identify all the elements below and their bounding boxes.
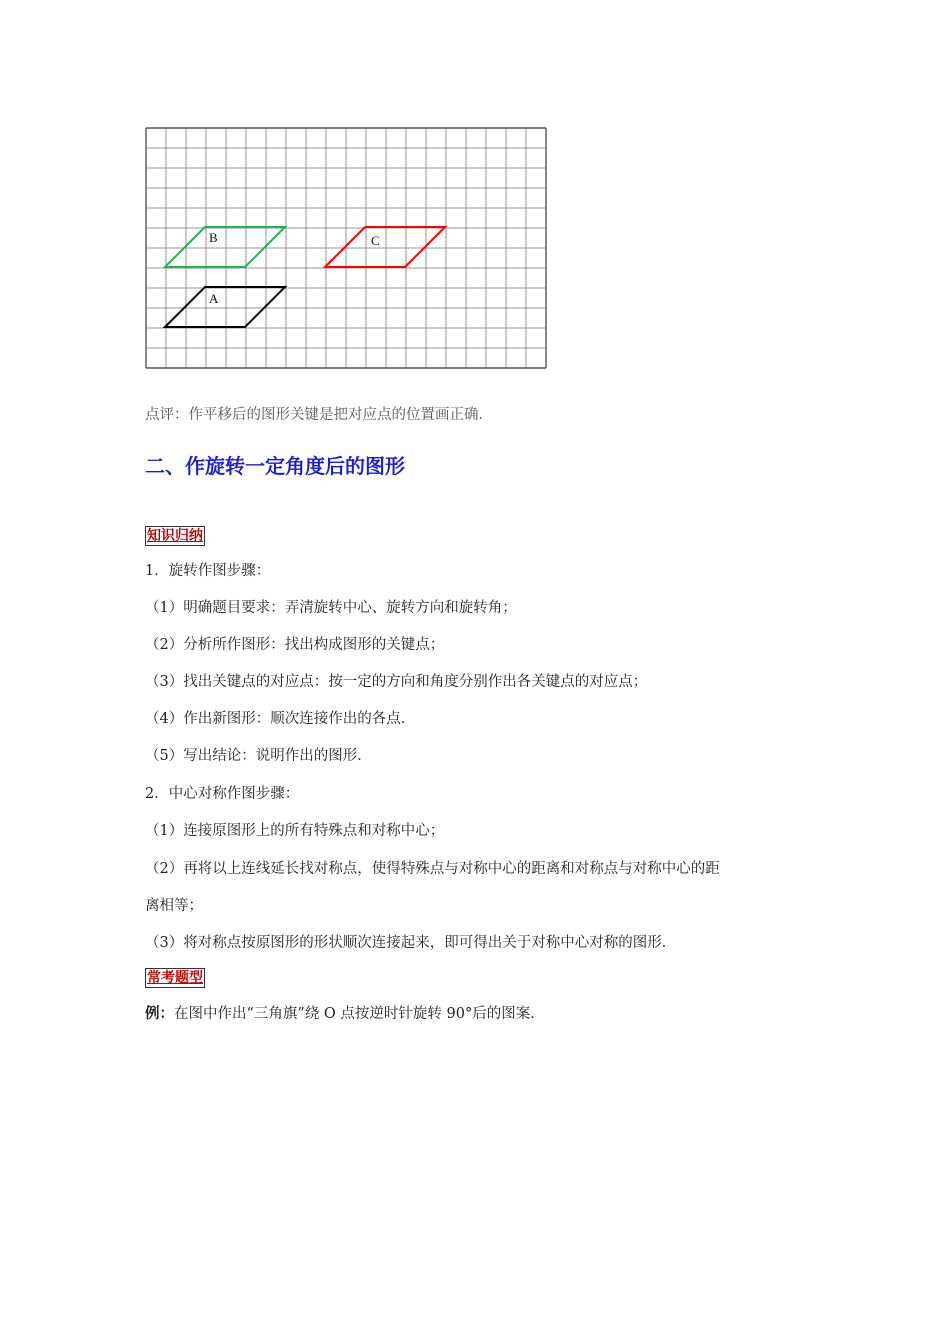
- example-text: 在图中作出“三角旗”绕 O 点按逆时针旋转 90°后的图案．: [174, 1006, 545, 1022]
- symmetry-step-1: （1）连接原图形上的所有特殊点和对称中心；: [145, 823, 445, 839]
- parallelogram-c: [325, 227, 445, 267]
- rotation-step-3: （3）找出关键点的对应点：按一定的方向和角度分别作出各关键点的对应点；: [145, 674, 648, 690]
- tag-common: 常考题型: [147, 970, 203, 986]
- parallelogram-a: [165, 287, 285, 327]
- steps-symmetry-title: 2．中心对称作图步骤：: [145, 786, 300, 802]
- symmetry-step-2-cont: 离相等；: [145, 898, 203, 914]
- grid-figure: [145, 127, 551, 371]
- example-line: [145, 1004, 545, 1024]
- rotation-step-4: （4）作出新图形：顺次连接作出的各点．: [145, 711, 416, 727]
- symmetry-step-2: （2）再将以上连线延长找对称点，使得特殊点与对称中心的距离和对称点与对称中心的距: [145, 861, 720, 877]
- label-c: C: [371, 233, 380, 248]
- rotation-step-5: （5）写出结论：说明作出的图形．: [145, 748, 372, 764]
- comment-text: 点评：作平移后的图形关键是把对应点的位置画正确．: [145, 407, 493, 423]
- steps-rotation-title: 1．旋转作图步骤：: [145, 563, 271, 579]
- rotation-step-1: （1）明确题目要求：弄清旋转中心、旋转方向和旋转角；: [145, 600, 517, 616]
- rotation-step-2: （2）分析所作图形：找出构成图形的关键点；: [145, 637, 445, 653]
- label-b: B: [209, 230, 218, 245]
- section-title: 二、作旋转一定角度后的图形: [145, 454, 405, 478]
- parallelogram-b: [165, 227, 285, 267]
- label-a: A: [209, 291, 219, 306]
- symmetry-step-3: （3）将对称点按原图形的形状顺次连接起来，即可得出关于对称中心对称的图形．: [145, 935, 677, 951]
- example-label: 例：: [145, 1005, 174, 1022]
- grid-lines: [146, 128, 546, 368]
- tag-knowledge: 知识归纳: [147, 528, 203, 544]
